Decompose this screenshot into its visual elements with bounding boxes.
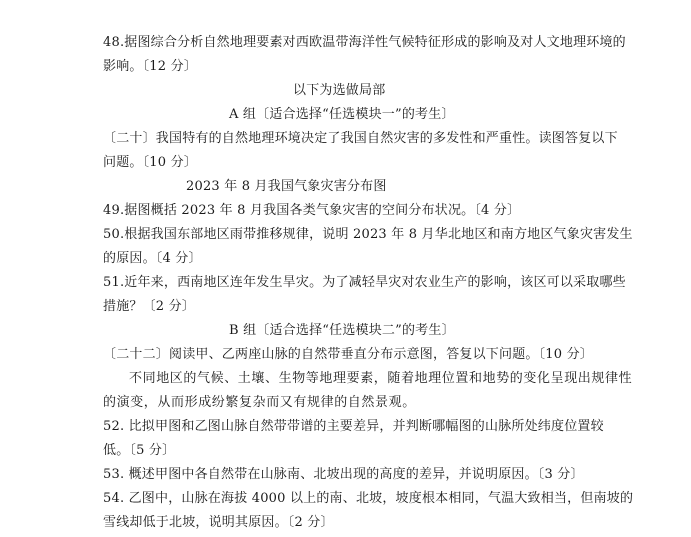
question-54-line-2: 雪线却低于北坡，说明其原因。〔2 分〕 <box>103 515 334 530</box>
question-54-line-1: 54. 乙图中，山脉在海拔 4000 以上的南、北坡，坡度根本相同，气温大致相当，但南坡的 <box>103 491 634 506</box>
quote-line-1: 不同地区的气候、土壤、生物等地理要素，随着地理位置和地势的变化呈现出规律性 <box>129 371 633 386</box>
question-48-line-1: 48.据图综合分析自然地理要素对西欧温带海洋性气候特征形成的影响及对人文地理环境的 <box>103 35 626 50</box>
question-51-line-1: 51.近年来，西南地区连年发生旱灾。为了减轻旱灾对农业生产的影响，该区可以采取哪些 <box>103 275 626 290</box>
quote-line-2: 的演变，从而形成纷繁复杂而又有规律的自然景观。 <box>103 395 416 410</box>
question-49: 49.据图概括 2023 年 8 月我国各类气象灾害的空间分布状况。〔4 分〕 <box>103 203 521 218</box>
group-a-intro-line-1: 〔二十〕我国特有的自然地理环境决定了我国自然灾害的多发性和严重性。读图答复以下 <box>103 131 618 146</box>
question-50-line-1: 50.根据我国东部地区雨带推移规律，说明 2023 年 8 月华北地区和南方地区气象灾害发生 <box>103 227 633 242</box>
group-b-intro: 〔二十二〕阅读甲、乙两座山脉的自然带垂直分布示意图，答复以下问题。〔10 分〕 <box>103 347 593 362</box>
group-a-heading: A 组〔适合选择“任选模块一”的考生〕 <box>229 107 455 122</box>
question-48-line-2: 影响。〔12 分〕 <box>103 59 197 74</box>
figure-caption: 2023 年 8 月我国气象灾害分布图 <box>186 179 387 194</box>
optional-section-heading: 以下为选做局部 <box>293 83 386 98</box>
question-51-line-2: 措施？〔2 分〕 <box>103 299 196 314</box>
question-53: 53. 概述甲图中各自然带在山脉南、北坡出现的高度的差异，并说明原因。〔3 分〕 <box>103 467 584 482</box>
group-a-intro-line-2: 问题。〔10 分〕 <box>103 155 197 170</box>
group-b-heading: B 组〔适合选择“任选模块二”的考生〕 <box>229 323 455 338</box>
question-50-line-2: 的原因。〔4 分〕 <box>103 251 202 266</box>
question-52-line-2: 低。〔5 分〕 <box>103 443 176 458</box>
question-52-line-1: 52. 比拟甲图和乙图山脉自然带带谱的主要差异，并判断哪幅图的山脉所处纬度位置较 <box>103 419 604 434</box>
